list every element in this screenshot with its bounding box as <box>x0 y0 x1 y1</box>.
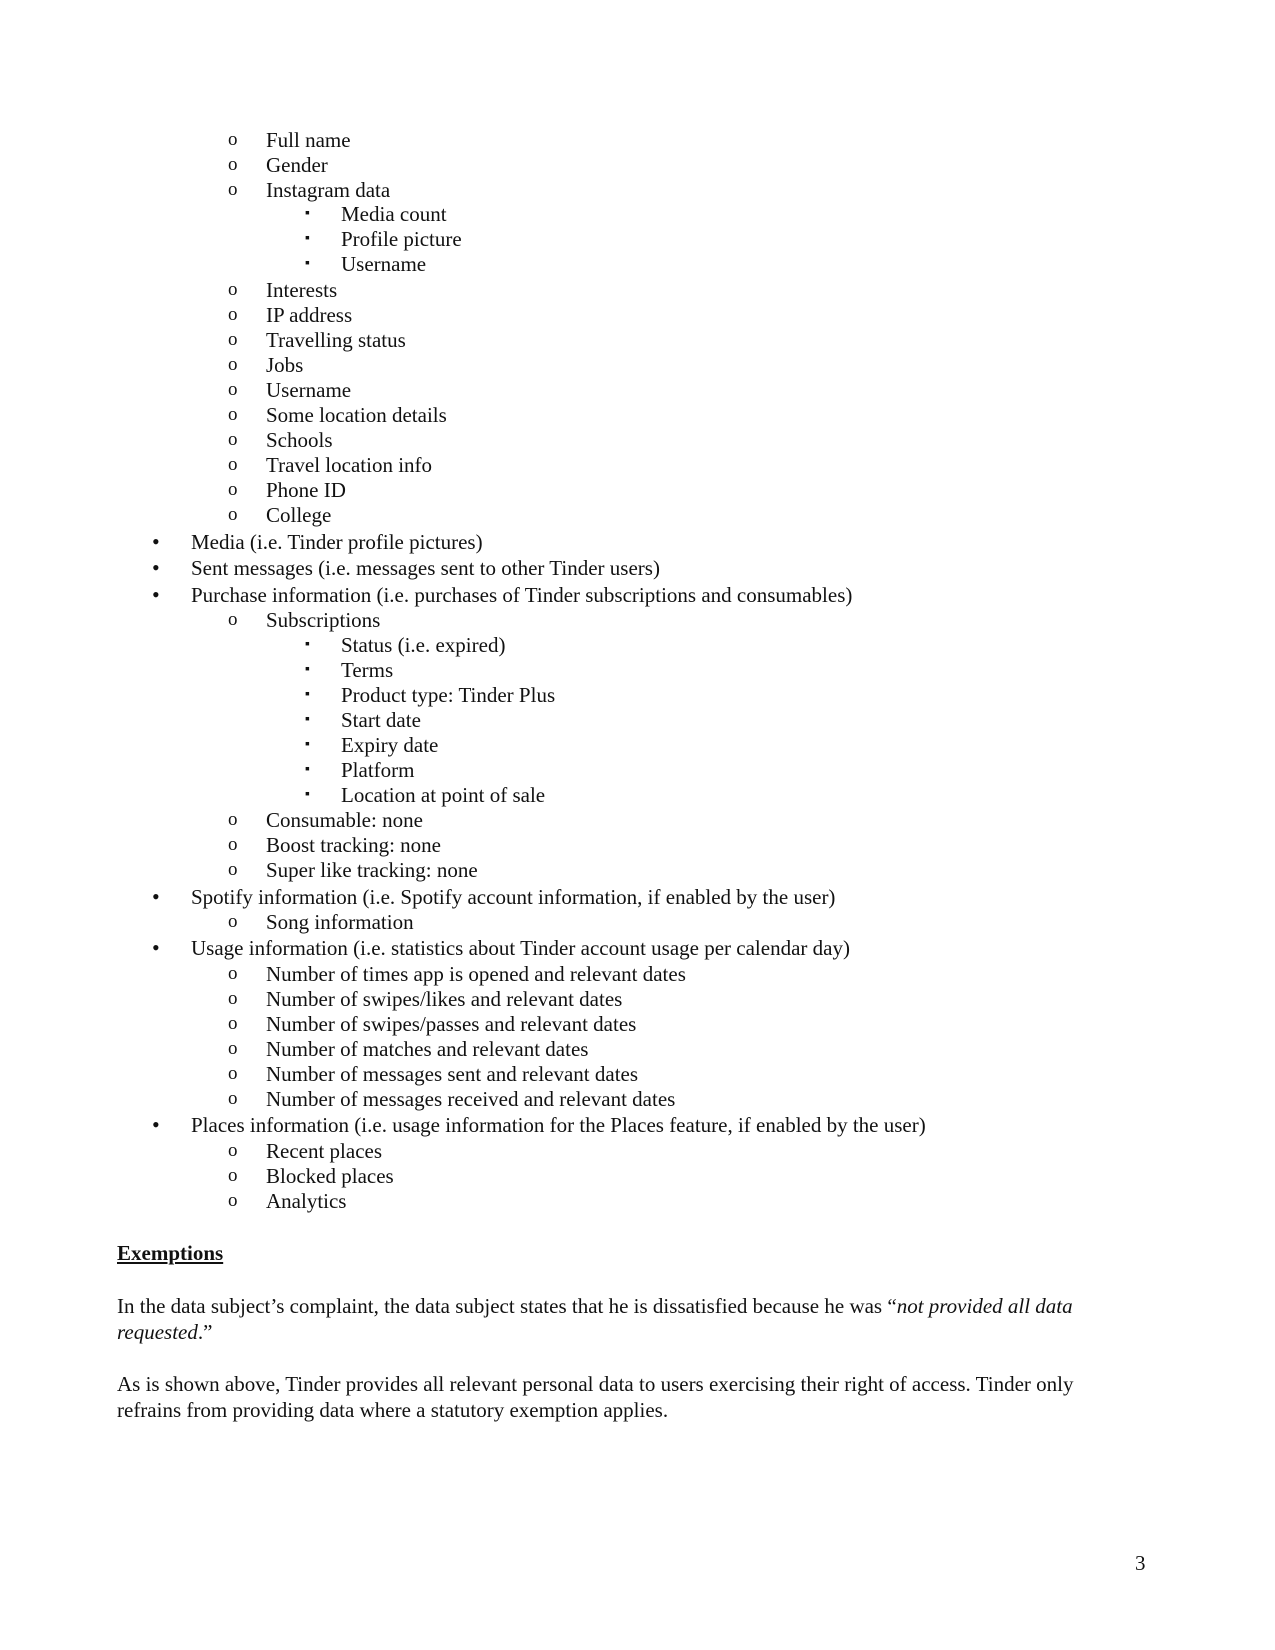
bullet-marker-level-2: o <box>228 1088 238 1109</box>
list-item: Subscriptions <box>266 608 381 632</box>
list-item: Instagram data <box>266 178 391 202</box>
bullet-marker-level-2: o <box>228 304 238 325</box>
list-item: Username <box>341 252 427 276</box>
list-item: Usage information (i.e. statistics about Tinder account usage per calendar day) <box>191 936 850 960</box>
paragraph-complaint-text: In the data subject’s complaint, the data subject states that he is dissatisfied because he was “ <box>117 1294 897 1318</box>
list-item: Number of swipes/passes and relevant dates <box>266 1012 637 1036</box>
bullet-marker-level-2: o <box>228 609 238 630</box>
bullet-marker-level-3: ▪ <box>305 256 310 271</box>
bullet-marker-level-3: ▪ <box>305 712 310 727</box>
list-item: Number of messages sent and relevant dates <box>266 1062 639 1086</box>
list-item: Media (i.e. Tinder profile pictures) <box>191 530 483 554</box>
list-item: Sent messages (i.e. messages sent to other Tinder users) <box>191 556 660 580</box>
list-item: Interests <box>266 278 338 302</box>
paragraph-complaint-quote: not provided all data requested <box>117 1294 1073 1344</box>
list-item: Jobs <box>266 353 304 377</box>
paragraph-complaint-end: .” <box>197 1320 213 1344</box>
bullet-marker-level-2: o <box>228 454 238 475</box>
list-item: Song information <box>266 910 414 934</box>
list-item: Schools <box>266 428 333 452</box>
list-item: Gender <box>266 153 328 177</box>
bullet-marker-level-3: ▪ <box>305 637 310 652</box>
list-item: Travelling status <box>266 328 406 352</box>
list-item: Number of times app is opened and relevant dates <box>266 962 686 986</box>
list-item: College <box>266 503 332 527</box>
bullet-marker-level-3: ▪ <box>305 762 310 777</box>
bullet-marker-level-2: o <box>228 1013 238 1034</box>
bullet-marker-level-1: • <box>152 935 160 960</box>
page-number: 3 <box>1135 1551 1146 1575</box>
bullet-marker-level-2: o <box>228 963 238 984</box>
bullet-marker-level-3: ▪ <box>305 687 310 702</box>
list-item: Start date <box>341 708 421 732</box>
list-item: Some location details <box>266 403 447 427</box>
bullet-marker-level-2: o <box>228 129 238 150</box>
bullet-marker-level-3: ▪ <box>305 231 310 246</box>
list-item: IP address <box>266 303 353 327</box>
bullet-marker-level-2: o <box>228 809 238 830</box>
bullet-marker-level-2: o <box>228 1140 238 1161</box>
list-item: Number of swipes/likes and relevant dates <box>266 987 623 1011</box>
section-heading-exemptions: Exemptions <box>117 1241 224 1265</box>
bullet-marker-level-2: o <box>228 1038 238 1059</box>
bullet-marker-level-1: • <box>152 582 160 607</box>
list-item: Username <box>266 378 352 402</box>
list-item: Location at point of sale <box>341 783 546 807</box>
list-item: Consumable: none <box>266 808 423 832</box>
bullet-marker-level-2: o <box>228 1190 238 1211</box>
list-item: Spotify information (i.e. Spotify account information, if enabled by the user) <box>191 885 836 909</box>
bullet-marker-level-3: ▪ <box>305 662 310 677</box>
list-item: Product type: Tinder Plus <box>341 683 556 707</box>
bullet-marker-level-3: ▪ <box>305 206 310 221</box>
bullet-marker-level-2: o <box>228 1165 238 1186</box>
list-item: Platform <box>341 758 415 782</box>
bullet-marker-level-2: o <box>228 479 238 500</box>
list-item: Blocked places <box>266 1164 394 1188</box>
bullet-marker-level-3: ▪ <box>305 737 310 752</box>
list-item: Terms <box>341 658 394 682</box>
bullet-marker-level-2: o <box>228 279 238 300</box>
bullet-marker-level-2: o <box>228 988 238 1009</box>
bullet-marker-level-2: o <box>228 329 238 350</box>
bullet-marker-level-2: o <box>228 429 238 450</box>
bullet-marker-level-1: • <box>152 555 160 580</box>
list-item: Analytics <box>266 1189 347 1213</box>
bullet-marker-level-1: • <box>152 529 160 554</box>
paragraph-complaint <box>117 1293 1122 1345</box>
list-item: Number of matches and relevant dates <box>266 1037 589 1061</box>
list-item: Profile picture <box>341 227 462 251</box>
list-item: Phone ID <box>266 478 346 502</box>
list-item: Full name <box>266 128 351 152</box>
bullet-marker-level-2: o <box>228 154 238 175</box>
bullet-marker-level-2: o <box>228 354 238 375</box>
list-item: Recent places <box>266 1139 383 1163</box>
bullet-marker-level-2: o <box>228 404 238 425</box>
bullet-marker-level-3: ▪ <box>305 787 310 802</box>
bullet-marker-level-2: o <box>228 859 238 880</box>
list-item: Media count <box>341 202 447 226</box>
bullet-marker-level-2: o <box>228 379 238 400</box>
list-item: Expiry date <box>341 733 439 757</box>
bullet-marker-level-2: o <box>228 834 238 855</box>
bullet-marker-level-2: o <box>228 504 238 525</box>
list-item: Status (i.e. expired) <box>341 633 506 657</box>
list-item: Boost tracking: none <box>266 833 441 857</box>
list-item: Super like tracking: none <box>266 858 478 882</box>
list-item: Number of messages received and relevant dates <box>266 1087 676 1111</box>
bullet-marker-level-2: o <box>228 1063 238 1084</box>
paragraph-access: As is shown above, Tinder provides all relevant personal data to users exercising their right of access. Tinder only refrains from providing data where a statutory exemption applies. <box>117 1372 1074 1422</box>
list-item: Places information (i.e. usage information for the Places feature, if enabled by the user) <box>191 1113 926 1137</box>
bullet-marker-level-1: • <box>152 1112 160 1137</box>
list-item: Purchase information (i.e. purchases of Tinder subscriptions and consumables) <box>191 583 853 607</box>
bullet-marker-level-1: • <box>152 884 160 909</box>
bullet-marker-level-2: o <box>228 911 238 932</box>
list-item: Travel location info <box>266 453 433 477</box>
bullet-marker-level-2: o <box>228 179 238 200</box>
